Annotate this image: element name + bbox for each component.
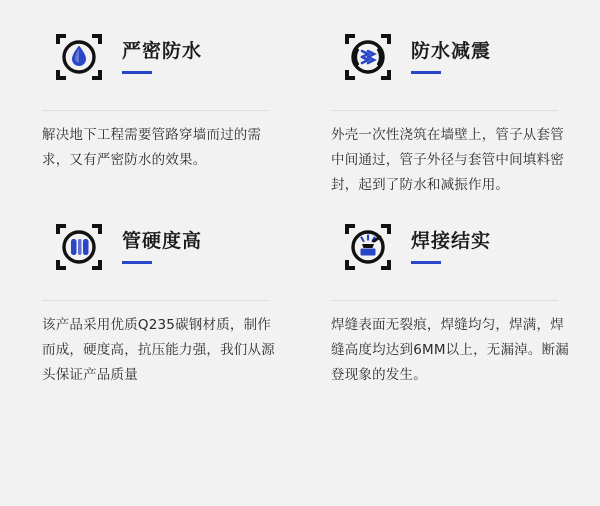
feature-title-wrap	[122, 40, 202, 75]
waterdrop-shield-icon	[52, 30, 106, 84]
feature-card-2	[313, 18, 576, 198]
feature-header	[313, 208, 576, 286]
feature-title: 焊接结实	[411, 229, 492, 252]
feature-description: 焊缝表面无裂痕，焊缝均匀，焊满，焊缝高度均达到6MM以上，无漏淖。断漏登现象的发生。	[331, 316, 569, 383]
feature-title-wrap	[411, 230, 491, 265]
feature-description: 外壳一次性浇筑在墙壁上，管子从套管中间通过，管子外径与套管中间填料密封，起到了防水和减振作用。	[331, 127, 564, 193]
feature-card-1	[24, 18, 287, 198]
feature-description: 该产品采用优质Q235碳钢材质，制作而成，硬度高，抗压能力强，我们从源头保证产品质量	[42, 316, 275, 383]
feature-title: 防水减震	[411, 39, 492, 62]
feature-header	[24, 18, 287, 96]
pipe-hardness-icon	[52, 220, 106, 274]
title-underline	[122, 261, 152, 264]
feature-header	[313, 18, 576, 96]
feature-title: 管硬度高	[122, 229, 203, 252]
welding-spark-icon	[341, 220, 395, 274]
feature-title: 严密防水	[122, 39, 203, 62]
feature-header	[24, 208, 287, 286]
title-underline	[122, 71, 152, 74]
vibration-waves-icon	[341, 30, 395, 84]
feature-card-4	[313, 208, 576, 388]
feature-grid	[24, 18, 576, 388]
feature-description: 解决地下工程需要管路穿墙而过的需求，又有严密防水的效果。	[42, 127, 262, 168]
feature-title-wrap	[122, 230, 202, 265]
title-underline	[411, 71, 441, 74]
title-underline	[411, 261, 441, 264]
feature-card-3	[24, 208, 287, 388]
feature-title-wrap	[411, 40, 491, 75]
